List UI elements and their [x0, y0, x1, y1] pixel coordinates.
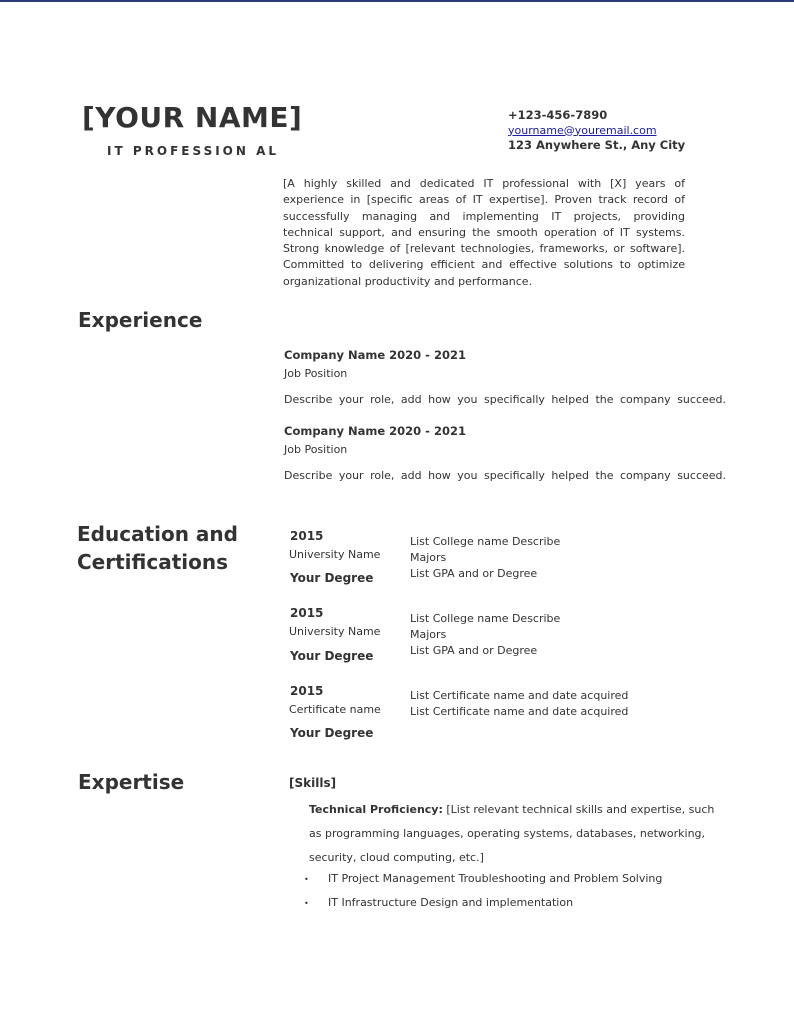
technical-proficiency-label: Technical Proficiency: [309, 803, 443, 816]
education-degree: Your Degree [290, 649, 374, 663]
bullet-icon: • [304, 875, 309, 884]
education-heading-line1: Education and [77, 522, 238, 546]
education-details [410, 688, 628, 720]
summary-paragraph: [A highly skilled and dedicated IT professional with [X] years of experience in [specific areas of IT expertise]. Proven track record of successfully managing and implementing IT projects, providing technical support, and ensuring the smooth operation of IT systems. Strong knowledge of [relevant technologies, frameworks, or software]. Committed to delivering efficient and effective solutions to optimize organizational productivity and performance. [283, 177, 685, 288]
top-border [0, 0, 794, 2]
education-detail-line: List College name Describe [410, 612, 561, 625]
skill-bullet: IT Project Management Troubleshooting and Problem Solving [328, 872, 663, 885]
job-company: Company Name 2020 - 2021 [284, 348, 466, 362]
education-heading [77, 520, 238, 576]
education-detail-line: List College name Describe [410, 535, 561, 548]
education-school: University Name [289, 625, 381, 638]
education-detail-line: List GPA and or Degree [410, 644, 538, 658]
job-position: Job Position [284, 367, 348, 380]
education-degree: Your Degree [290, 571, 374, 585]
education-details [410, 611, 560, 660]
experience-heading: Experience [78, 308, 203, 332]
education-detail-line: Majors [410, 628, 447, 642]
skills-label: [Skills] [289, 776, 337, 790]
education-school: Certificate name [289, 703, 381, 716]
education-degree: Your Degree [290, 726, 374, 740]
job-position: Job Position [284, 443, 348, 456]
education-detail-line: Majors [410, 551, 447, 565]
email-link[interactable]: yourname@youremail.com [508, 123, 657, 137]
skill-bullet: IT Infrastructure Design and implementation [328, 896, 574, 909]
education-school: University Name [289, 548, 381, 561]
technical-proficiency-text: [List relevant technical skills and expertise, such as programming languages, operating systems, databases, networking, security, cloud computing, etc.] [309, 803, 715, 864]
education-detail-line: List Certificate name and date acquired [410, 689, 629, 702]
address: 123 Anywhere St., Any City [508, 138, 686, 152]
education-detail-line: List Certificate name and date acquired [410, 705, 629, 719]
phone: +123-456-7890 [508, 108, 608, 122]
resume-name: [YOUR NAME] [82, 101, 303, 134]
education-heading-line2: Certifications [77, 550, 228, 574]
education-year: 2015 [290, 529, 324, 543]
technical-proficiency [309, 798, 719, 870]
expertise-heading: Expertise [78, 770, 185, 794]
bullet-icon: • [304, 899, 309, 908]
resume-title: IT PROFESSION AL [107, 144, 280, 158]
education-details [410, 534, 560, 583]
job-description: Describe your role, add how you specifically helped the company succeed. [284, 393, 727, 406]
education-detail-line: List GPA and or Degree [410, 567, 538, 581]
job-company: Company Name 2020 - 2021 [284, 424, 466, 438]
education-year: 2015 [290, 684, 324, 698]
education-year: 2015 [290, 606, 324, 620]
contact-block [508, 108, 685, 153]
job-description: Describe your role, add how you specifically helped the company succeed. [284, 469, 727, 482]
